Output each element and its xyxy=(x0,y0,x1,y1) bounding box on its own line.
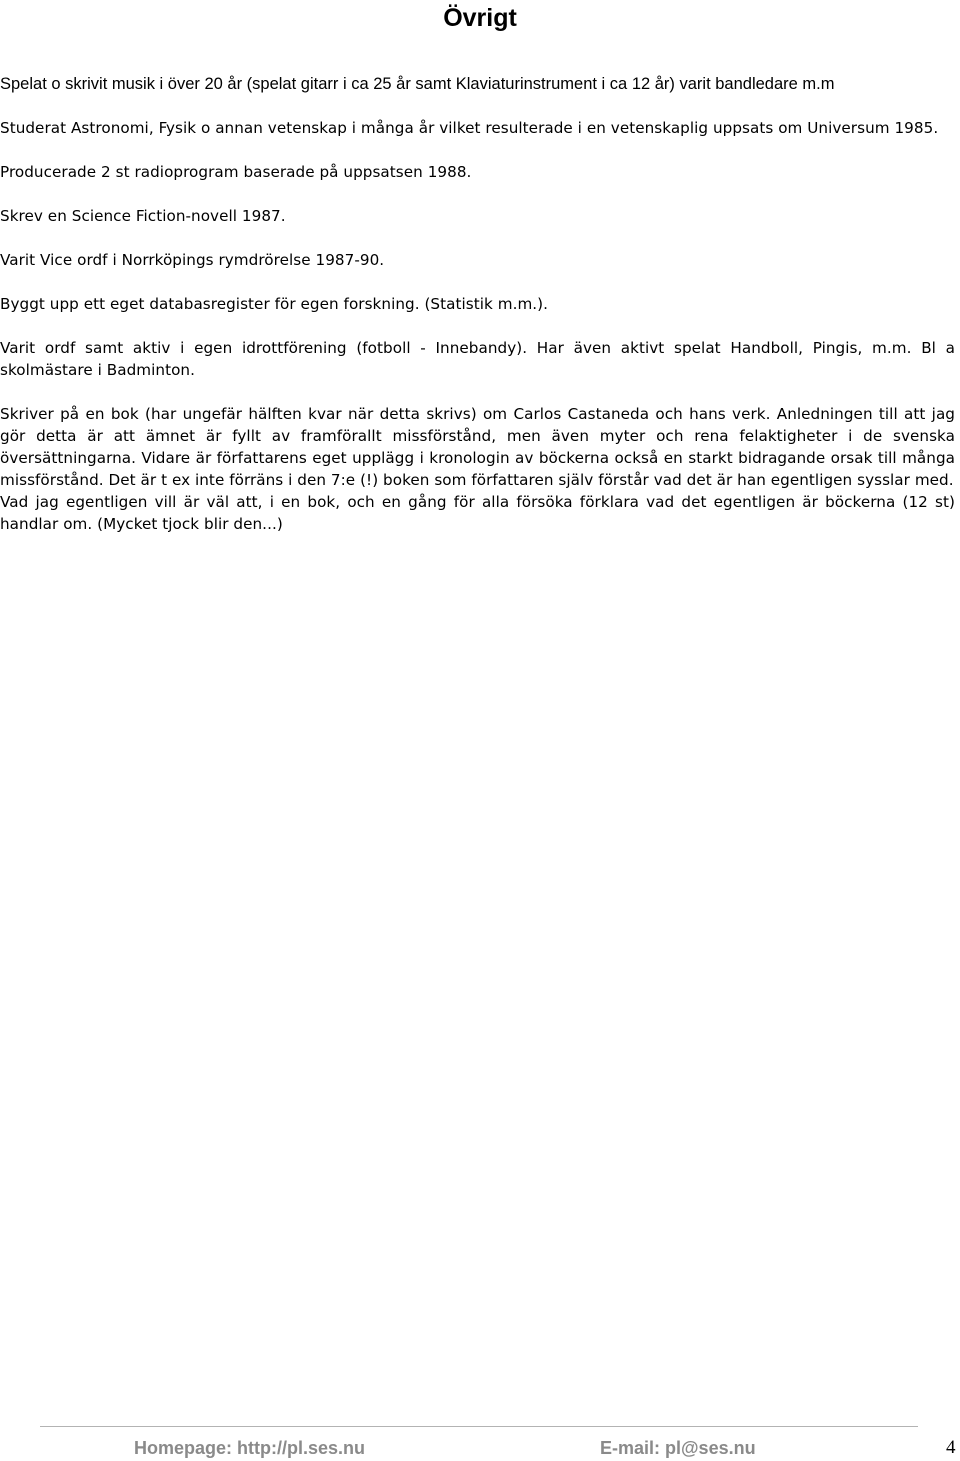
paragraph-book: Skriver på en bok (har ungefär hälften kvar när detta skrivs) om Carlos Castaneda och hans verk. Anledningen till att jag gör detta är att ämnet är fyllt av framförallt missförstånd, men även myter och rena felaktigheter i de svenska översättningarna. Vidare är författarens eget upplägg i kronologin av böckerna också en starkt bidragande orsak till många missförstånd. Det är t ex inte förräns i den 7:e (!) boken som författaren själv förstår vad det är han egentligen sysslar med. xyxy=(0,405,955,489)
footer-homepage: Homepage: http://pl.ses.nu xyxy=(134,1438,366,1458)
footer-email: E-mail: pl@ses.nu xyxy=(600,1438,756,1458)
paragraph-sports: Varit ordf samt aktiv i egen idrottförening (fotboll - Innebandy). Har även aktivt spelat Handboll, Pingis, m.m. Bl a skolmästare i Badminton. xyxy=(0,339,955,379)
paragraph-radio: Producerade 2 st radioprogram baserade på uppsatsen 1988. xyxy=(0,163,472,181)
paragraph-music: Spelat o skrivit musik i över 20 år (spelat gitarr i ca 25 år samt Klaviaturinstrument i ca 12 år) varit bandledare m.m xyxy=(0,75,835,93)
paragraph-space-society: Varit Vice ordf i Norrköpings rymdrörelse 1987-90. xyxy=(0,251,385,269)
page-number: 4 xyxy=(946,1437,956,1458)
page-title: Övrigt xyxy=(443,4,517,32)
paragraph-astronomy: Studerat Astronomi, Fysik o annan vetenskap i många år vilket resulterade i en vetenskaplig uppsats om Universum 1985. xyxy=(0,119,939,137)
paragraph-database: Byggt upp ett eget databasregister för egen forskning. (Statistik m.m.). xyxy=(0,295,549,313)
paragraph-book-goal: Vad jag egentligen vill är väl att, i en bok, och en gång för alla försöka förklara vad det egentligen är böckerna (12 st) handlar om. (Mycket tjock blir den...) xyxy=(0,493,955,533)
document-body xyxy=(0,73,955,535)
paragraph-novel: Skrev en Science Fiction-novell 1987. xyxy=(0,207,286,225)
footer-divider xyxy=(40,1426,918,1427)
